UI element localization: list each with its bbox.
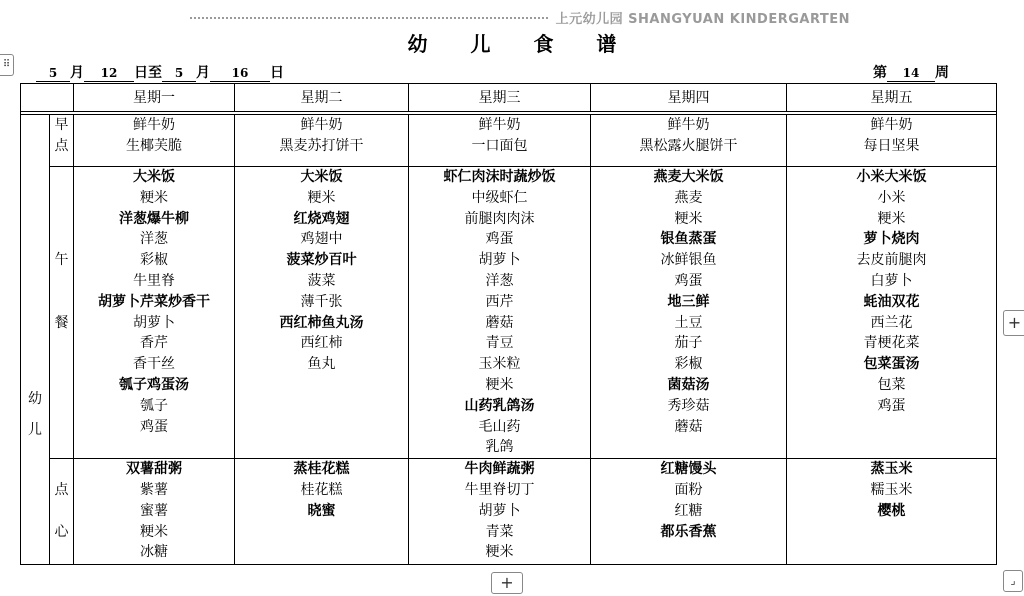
menu-table xyxy=(20,83,997,565)
ingredient: 牛里脊 xyxy=(133,272,175,289)
dish-name: 山药乳鸽汤 xyxy=(464,397,535,414)
ingredient: 胡萝卜 xyxy=(133,314,175,331)
ingredient: 粳米 xyxy=(877,210,906,227)
menu-cell xyxy=(787,167,997,459)
meal-row xyxy=(21,459,997,565)
start-month: 5 xyxy=(36,66,70,82)
dish-name: 蒸玉米 xyxy=(870,461,913,478)
dish-name: 蚝油双花 xyxy=(863,293,920,310)
ingredient: 生椰芙脆 xyxy=(126,137,182,154)
ingredient: 粳米 xyxy=(485,544,514,561)
dish-name: 都乐香蕉 xyxy=(660,523,717,540)
dish-name: 牛肉鲜蔬粥 xyxy=(464,461,535,478)
week-suffix: 周 xyxy=(935,65,949,81)
meal-label-char xyxy=(50,292,73,313)
table-move-handle-icon[interactable]: ⠿ xyxy=(0,54,14,76)
menu-cell xyxy=(591,459,787,565)
ingredient: 白萝卜 xyxy=(870,272,913,289)
meal-row xyxy=(21,167,997,459)
menu-cell xyxy=(409,115,591,167)
ingredient: 蘑菇 xyxy=(485,314,514,331)
ingredient: 粳米 xyxy=(140,523,168,540)
meal-label-char xyxy=(50,188,73,209)
ingredient: 黑松露火腿饼干 xyxy=(639,137,738,154)
week-number xyxy=(873,62,949,82)
ingredient: 前腿肉肉沫 xyxy=(464,210,535,227)
dish-name: 虾仁肉沫时蔬炒饭 xyxy=(443,169,556,185)
menu-cell xyxy=(235,459,409,565)
menu-cell xyxy=(787,459,997,565)
menu-cell xyxy=(74,115,235,167)
day-header: 星期一 xyxy=(74,84,235,112)
dish-name: 瓠子鸡蛋汤 xyxy=(119,376,189,393)
ingredient: 西芹 xyxy=(485,293,514,310)
dish-name: 萝卜烧肉 xyxy=(863,231,920,248)
dish-name: 银鱼蒸蛋 xyxy=(660,231,717,248)
meal-label xyxy=(50,115,74,167)
ingredient: 薄千张 xyxy=(300,293,343,310)
ingredient: 蜜薯 xyxy=(140,502,168,519)
dish-name: 大米饭 xyxy=(300,169,343,185)
ingredient: 粳米 xyxy=(140,189,168,206)
menu-cell xyxy=(74,459,235,565)
add-column-button[interactable]: + xyxy=(1003,310,1024,336)
ingredient: 西兰花 xyxy=(870,314,913,331)
ingredient: 紫薯 xyxy=(140,481,168,498)
ingredient: 青菜 xyxy=(485,523,514,540)
header-corner xyxy=(21,84,74,112)
ingredient: 糯玉米 xyxy=(870,481,913,498)
ingredient: 每日坚果 xyxy=(863,137,920,154)
ingredient: 洋葱 xyxy=(485,272,514,289)
dish-name: 包菜蛋汤 xyxy=(863,356,920,373)
group-label xyxy=(21,115,50,565)
ingredient: 茄子 xyxy=(674,335,703,352)
start-day: 12 xyxy=(84,66,134,82)
ingredient: 冰糖 xyxy=(140,544,168,561)
ingredient: 彩椒 xyxy=(140,252,168,269)
ingredient: 鲜牛奶 xyxy=(133,117,175,133)
ingredient: 面粉 xyxy=(674,481,703,498)
week-prefix: 第 xyxy=(873,65,887,81)
ingredient: 胡萝卜 xyxy=(478,502,521,519)
ingredient: 瓠子 xyxy=(140,397,168,414)
page-title: 幼 儿 食 谱 xyxy=(407,32,635,56)
header-row xyxy=(21,84,997,112)
meal-row xyxy=(21,115,997,167)
meal-label xyxy=(50,459,74,565)
ingredient: 鲜牛奶 xyxy=(478,117,521,133)
dish-name: 燕麦大米饭 xyxy=(653,169,724,185)
menu-cell xyxy=(591,167,787,459)
ingredient: 蘑菇 xyxy=(674,418,703,435)
meal-label-char xyxy=(50,167,73,188)
dish-name: 西红柿鱼丸汤 xyxy=(279,314,364,331)
label-month-2: 月 xyxy=(196,65,210,81)
dish-name: 菌菇汤 xyxy=(667,376,710,393)
ingredient: 土豆 xyxy=(674,314,703,331)
meal-label-char xyxy=(50,501,73,522)
group-label-char: 幼 xyxy=(28,390,42,407)
dish-name: 洋葱爆牛柳 xyxy=(119,210,189,227)
dish-name: 双薯甜粥 xyxy=(126,461,182,478)
resize-handle-icon[interactable]: ⌟ xyxy=(1003,570,1023,592)
day-header: 星期三 xyxy=(409,84,591,112)
ingredient: 粳米 xyxy=(485,376,514,393)
ingredient: 粳米 xyxy=(674,210,703,227)
ingredient: 香芹 xyxy=(140,335,168,352)
meal-label-char xyxy=(50,229,73,250)
ingredient: 秀珍菇 xyxy=(667,397,710,414)
ingredient: 鲜牛奶 xyxy=(870,117,913,133)
end-month: 5 xyxy=(162,66,196,82)
ingredient: 中级虾仁 xyxy=(471,189,528,206)
ingredient: 桂花糕 xyxy=(300,481,343,498)
meal-label-char: 点 xyxy=(54,137,69,154)
menu-cell xyxy=(235,115,409,167)
dish-name: 红烧鸡翅 xyxy=(293,210,350,227)
ingredient: 红糖 xyxy=(674,502,703,519)
ingredient: 胡萝卜 xyxy=(478,252,521,269)
menu-cell xyxy=(591,115,787,167)
ingredient: 西红柿 xyxy=(300,335,343,352)
ingredient: 乳鸽 xyxy=(485,439,514,456)
menu-cell xyxy=(409,167,591,459)
ingredient: 小米 xyxy=(877,189,906,206)
brand-header xyxy=(190,8,850,26)
ingredient: 洋葱 xyxy=(140,231,168,248)
dish-name: 樱桃 xyxy=(877,502,906,519)
ingredient: 鸡蛋 xyxy=(140,418,168,435)
ingredient: 去皮前腿肉 xyxy=(856,252,927,269)
ingredient: 鲜牛奶 xyxy=(667,117,710,133)
group-label-char: 儿 xyxy=(28,421,42,438)
dish-name: 蒸桂花糕 xyxy=(293,461,350,478)
label-day: 日 xyxy=(270,65,284,81)
brand-name: 上元幼儿园 SHANGYUAN KINDERGARTEN xyxy=(555,11,850,27)
dish-name: 红糖馒头 xyxy=(660,461,717,478)
dish-name: 菠菜炒百叶 xyxy=(286,252,357,269)
meal-label-char: 心 xyxy=(54,523,69,540)
ingredient: 鸡翅中 xyxy=(300,231,343,248)
ingredient: 青梗花菜 xyxy=(863,335,920,352)
ingredient: 牛里脊切丁 xyxy=(464,481,535,498)
date-range xyxy=(36,62,284,82)
dish-name: 胡萝卜芹菜炒香干 xyxy=(98,293,210,310)
meal-label xyxy=(50,167,74,459)
week-value: 14 xyxy=(887,66,935,82)
meal-label-char: 午 xyxy=(54,252,69,269)
menu-cell xyxy=(787,115,997,167)
dish-name: 晓蜜 xyxy=(307,502,336,519)
ingredient: 香干丝 xyxy=(133,356,175,373)
meal-label-char xyxy=(50,271,73,292)
ingredient: 燕麦 xyxy=(674,189,703,206)
menu-cell xyxy=(409,459,591,565)
ingredient: 鲜牛奶 xyxy=(300,117,343,133)
dish-name: 小米大米饭 xyxy=(856,169,927,185)
menu-cell xyxy=(74,167,235,459)
day-header: 星期四 xyxy=(591,84,787,112)
ingredient: 毛山药 xyxy=(478,418,521,435)
ingredient: 青豆 xyxy=(485,335,514,352)
ingredient: 鸡蛋 xyxy=(674,272,703,289)
ingredient: 鸡蛋 xyxy=(485,231,514,248)
meal-label-char: 点 xyxy=(54,481,69,498)
ingredient: 包菜 xyxy=(877,376,906,393)
end-day: 16 xyxy=(210,66,270,82)
ingredient: 冰鲜银鱼 xyxy=(660,252,717,269)
label-month-1: 月 xyxy=(70,65,84,81)
ingredient: 鱼丸 xyxy=(307,356,336,373)
meal-label-char xyxy=(50,459,73,480)
ingredient: 鸡蛋 xyxy=(877,397,906,414)
meal-label-char xyxy=(50,209,73,230)
ingredient: 彩椒 xyxy=(674,356,703,373)
add-row-button[interactable]: + xyxy=(491,572,523,594)
menu-cell xyxy=(235,167,409,459)
dish-name: 地三鲜 xyxy=(667,293,710,310)
ingredient: 粳米 xyxy=(307,189,336,206)
meal-label-char: 餐 xyxy=(54,314,69,331)
day-header: 星期二 xyxy=(235,84,409,112)
meal-label-char: 早 xyxy=(54,117,69,133)
ingredient: 菠菜 xyxy=(307,272,336,289)
label-to: 日至 xyxy=(134,65,162,81)
ingredient: 玉米粒 xyxy=(478,356,521,373)
ingredient: 一口面包 xyxy=(471,137,528,154)
day-header: 星期五 xyxy=(787,84,997,112)
ingredient: 黑麦苏打饼干 xyxy=(279,137,364,154)
brand-dotted-line xyxy=(190,17,548,19)
dish-name: 大米饭 xyxy=(133,169,175,185)
